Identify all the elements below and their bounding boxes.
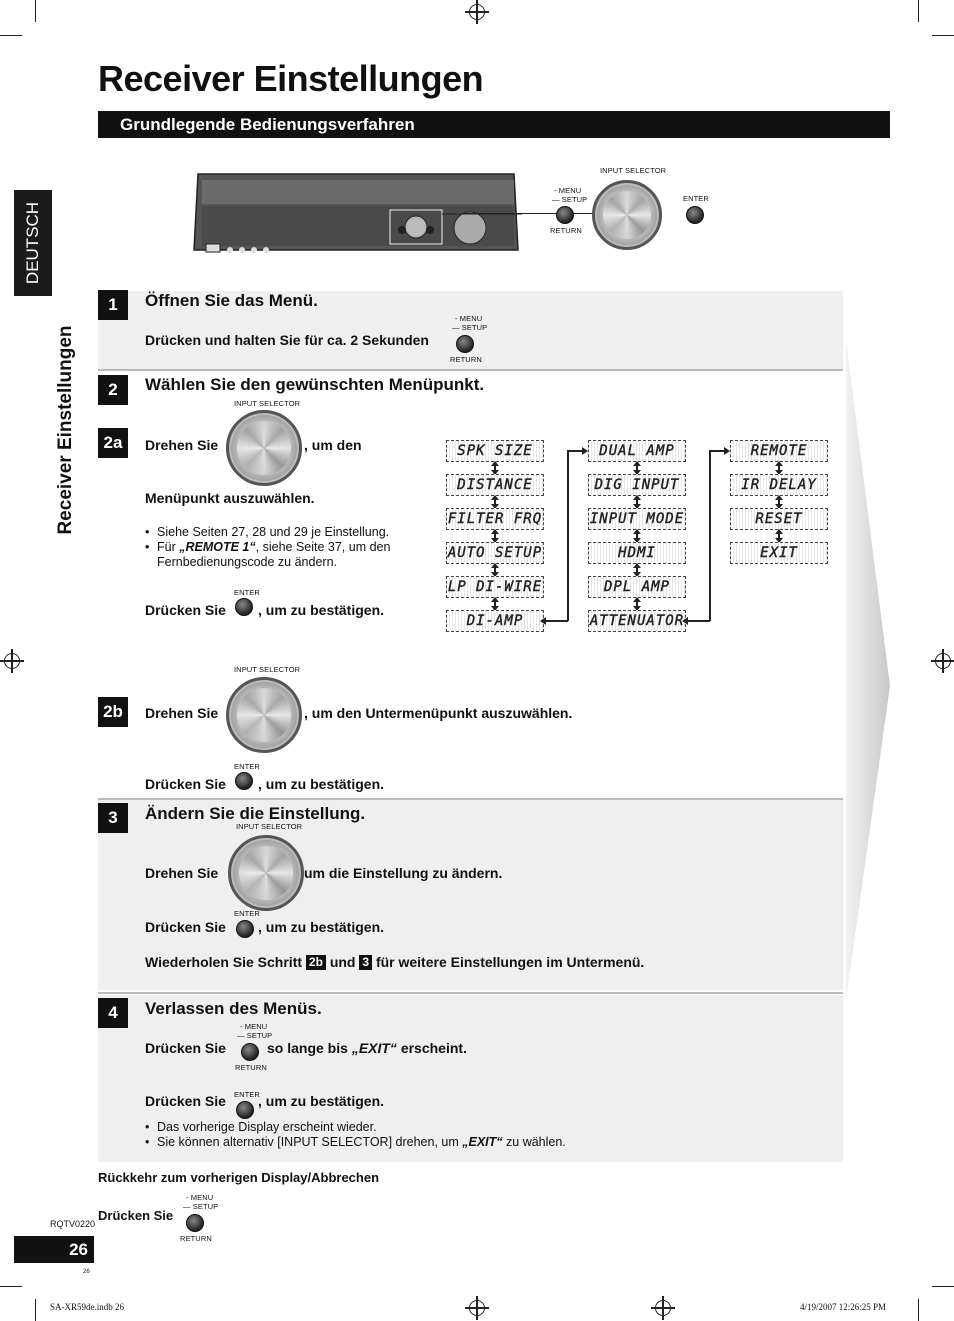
side-title: Receiver Einstellungen bbox=[55, 325, 76, 535]
bullet-dot: • bbox=[145, 540, 150, 554]
step2a-bullet2-line2: Fernbedienungscode zu ändern. bbox=[157, 555, 337, 569]
step-badge-2b: 2b bbox=[306, 955, 326, 970]
arrow-icon bbox=[724, 447, 730, 455]
step2a-number: 2a bbox=[98, 428, 128, 458]
input-selector-label: INPUT SELECTOR bbox=[236, 822, 303, 831]
step1-number: 1 bbox=[98, 290, 128, 320]
enter-button[interactable] bbox=[235, 772, 253, 790]
menu-display-item: INPUT MODE bbox=[588, 508, 686, 530]
step4-press1-mid: so lange bis bbox=[267, 1040, 352, 1056]
return-label: RETURN bbox=[450, 355, 482, 364]
step4-bullet1: Das vorherige Display erscheint wieder. bbox=[157, 1120, 377, 1134]
step4-bullet2-pre: Sie können alternativ [INPUT SELECTOR] drehen, um bbox=[157, 1135, 463, 1149]
step2b-press: Drücken Sie bbox=[145, 776, 226, 792]
enter-button[interactable] bbox=[236, 1101, 254, 1119]
divider bbox=[98, 369, 843, 371]
enter-label: ENTER bbox=[683, 194, 709, 203]
connector-line bbox=[567, 450, 583, 452]
callout-line bbox=[462, 213, 594, 214]
step4-bullet2 bbox=[157, 1135, 566, 1149]
enter-button[interactable] bbox=[235, 598, 253, 616]
menu-display-item: IR DELAY bbox=[730, 474, 828, 496]
enter-label: ENTER bbox=[234, 588, 260, 597]
registration-mark-icon bbox=[4, 653, 20, 669]
step4-press1: Drücken Sie bbox=[145, 1040, 226, 1056]
crop-mark bbox=[35, 0, 36, 22]
menu-setup-button[interactable] bbox=[556, 206, 574, 224]
step2a-turn-line2: Menüpunkt auszuwählen. bbox=[145, 490, 315, 506]
menu-display-item: DI-AMP bbox=[446, 610, 544, 632]
step4-bullet2-post: zu wählen. bbox=[502, 1135, 566, 1149]
registration-mark-icon bbox=[935, 653, 951, 669]
step2b-turn-suffix: , um den Untermenüpunkt auszuwählen. bbox=[304, 705, 573, 721]
step-badge-3: 3 bbox=[359, 955, 372, 970]
arrow-icon bbox=[494, 530, 496, 542]
menu-display-item: DIG INPUT bbox=[588, 474, 686, 496]
arrow-icon bbox=[636, 598, 638, 610]
connector-line bbox=[709, 450, 711, 621]
divider bbox=[98, 992, 843, 994]
crop-mark bbox=[0, 1286, 22, 1287]
menu-display-item: HDMI bbox=[588, 542, 686, 564]
enter-button[interactable] bbox=[236, 920, 254, 938]
input-selector-knob[interactable] bbox=[226, 677, 302, 753]
step3-repeat-post: für weitere Einstellungen im Untermenü. bbox=[375, 954, 645, 970]
crop-mark bbox=[932, 35, 954, 36]
step4-number: 4 bbox=[98, 998, 128, 1028]
menu-display-item: EXIT bbox=[730, 542, 828, 564]
step4-press2-suffix: , um zu bestätigen. bbox=[258, 1093, 385, 1109]
step4-press1-rest bbox=[267, 1040, 467, 1056]
input-selector-label: INPUT SELECTOR bbox=[600, 166, 667, 175]
return-label: RETURN bbox=[180, 1234, 212, 1243]
arrow-icon bbox=[540, 617, 546, 625]
enter-label: ENTER bbox=[234, 909, 260, 918]
page-turn-graphic bbox=[846, 340, 892, 1000]
return-label: RETURN bbox=[235, 1063, 267, 1072]
menu-label: - MENU bbox=[186, 1193, 214, 1202]
step3-turn-suffix: um die Einstellung zu ändern. bbox=[304, 865, 503, 881]
step2b-press-suffix: , um zu bestätigen. bbox=[258, 776, 385, 792]
footer-right: 4/19/2007 12:26:25 PM bbox=[800, 1302, 887, 1312]
section-bar bbox=[98, 111, 890, 138]
language-tab-label: DEUTSCH bbox=[23, 201, 42, 285]
input-selector-label: INPUT SELECTOR bbox=[234, 665, 301, 674]
arrow-icon bbox=[636, 462, 638, 474]
arrow-icon bbox=[582, 447, 588, 455]
step2a-bullet1: Siehe Seiten 27, 28 und 29 je Einstellung. bbox=[157, 525, 390, 539]
input-selector-label: INPUT SELECTOR bbox=[234, 399, 301, 408]
arrow-icon bbox=[636, 564, 638, 576]
arrow-icon bbox=[778, 530, 780, 542]
step1-text: Drücken und halten Sie für ca. 2 Sekunden bbox=[145, 332, 429, 348]
step1-heading: Öffnen Sie das Menü. bbox=[145, 291, 318, 310]
arrow-icon bbox=[636, 496, 638, 508]
step2a-bullet2-pre: Für bbox=[157, 540, 180, 554]
step2-number: 2 bbox=[98, 375, 128, 405]
step2a-turn: Drehen Sie bbox=[145, 437, 219, 453]
step4-heading: Verlassen des Menüs. bbox=[145, 999, 322, 1018]
connector-line bbox=[567, 450, 569, 621]
menu-display-item: ATTENUATOR bbox=[588, 610, 686, 632]
crop-mark bbox=[932, 1286, 954, 1287]
step2a-bullet2-em: „REMOTE 1“ bbox=[179, 540, 256, 554]
page-title: Receiver Einstellungen bbox=[98, 58, 484, 99]
arrow-icon bbox=[494, 564, 496, 576]
return-label: RETURN bbox=[550, 226, 582, 235]
section-bar-label: Grundlegende Bedienungsverfahren bbox=[120, 115, 415, 134]
step3-repeat-mid: und bbox=[329, 954, 356, 970]
arrow-icon bbox=[494, 462, 496, 474]
connector-line bbox=[686, 620, 710, 622]
step2-heading: Wählen Sie den gewünschten Menüpunkt. bbox=[145, 375, 485, 394]
arrow-icon bbox=[636, 530, 638, 542]
back-press: Drücken Sie bbox=[98, 1208, 174, 1223]
step3-heading: Ändern Sie die Einstellung. bbox=[145, 804, 366, 823]
step3-press-suffix: , um zu bestätigen. bbox=[258, 919, 385, 935]
step4-press1-em: „EXIT“ bbox=[351, 1040, 397, 1056]
crop-mark bbox=[918, 0, 919, 22]
page-number: 26 bbox=[69, 1240, 88, 1259]
step4-bullet2-em: „EXIT“ bbox=[462, 1135, 503, 1149]
arrow-icon bbox=[778, 462, 780, 474]
setup-label: — SETUP bbox=[552, 195, 588, 204]
enter-label: ENTER bbox=[234, 1090, 260, 1099]
back-heading: Rückkehr zum vorherigen Display/Abbrechen bbox=[98, 1170, 380, 1185]
registration-mark-icon bbox=[655, 1300, 671, 1316]
step4-press2: Drücken Sie bbox=[145, 1093, 226, 1109]
footer-left: SA-XR59de.indb 26 bbox=[50, 1302, 124, 1312]
menu-display-item: LP DI-WIRE bbox=[446, 576, 544, 598]
registration-mark-icon bbox=[469, 4, 485, 20]
step2a-press: Drücken Sie bbox=[145, 602, 226, 618]
setup-label: — SETUP bbox=[183, 1202, 219, 1211]
step3-press: Drücken Sie bbox=[145, 919, 226, 935]
menu-display-item: DUAL AMP bbox=[588, 440, 686, 462]
menu-display-item: FILTER FRQ bbox=[446, 508, 544, 530]
step2b-turn: Drehen Sie bbox=[145, 705, 219, 721]
menu-label: - MENU bbox=[455, 314, 483, 323]
menu-display-item: RESET bbox=[730, 508, 828, 530]
menu-setup-button[interactable] bbox=[186, 1214, 204, 1232]
step2a-turn-suffix: , um den bbox=[304, 437, 362, 453]
step4-press1-post: erscheint. bbox=[396, 1040, 467, 1056]
input-selector-knob[interactable] bbox=[592, 180, 662, 250]
arrow-icon bbox=[494, 598, 496, 610]
registration-mark-icon bbox=[469, 1300, 485, 1316]
bullet-dot: • bbox=[145, 525, 150, 539]
menu-display-item: REMOTE bbox=[730, 440, 828, 462]
bullet-dot: • bbox=[145, 1135, 150, 1149]
crop-mark bbox=[0, 35, 22, 36]
input-selector-knob[interactable] bbox=[228, 835, 304, 911]
step3-turn: Drehen Sie bbox=[145, 865, 219, 881]
bullet-dot: • bbox=[145, 1120, 150, 1134]
language-tab bbox=[14, 190, 52, 296]
connector-line bbox=[709, 450, 725, 452]
setup-label: — SETUP bbox=[237, 1031, 273, 1040]
step3-repeat bbox=[145, 954, 644, 970]
step2b-number: 2b bbox=[98, 697, 128, 727]
menu-display-item: AUTO SETUP bbox=[446, 542, 544, 564]
menu-display-item: DISTANCE bbox=[446, 474, 544, 496]
crop-mark bbox=[35, 1299, 36, 1321]
step3-repeat-pre: Wiederholen Sie Schritt bbox=[145, 954, 303, 970]
doc-code: RQTV0220 bbox=[50, 1219, 96, 1229]
menu-setup-button[interactable] bbox=[241, 1043, 259, 1061]
arrow-icon bbox=[682, 617, 688, 625]
step2a-press-suffix: , um zu bestätigen. bbox=[258, 602, 385, 618]
enter-label: ENTER bbox=[234, 762, 260, 771]
page-number-box bbox=[14, 1236, 94, 1263]
input-selector-knob[interactable] bbox=[226, 410, 302, 486]
step2a-bullet2-post: , siehe Seite 37, um den bbox=[255, 540, 391, 554]
step3-number: 3 bbox=[98, 803, 128, 833]
tiny-page-number: 26 bbox=[83, 1269, 90, 1275]
connector-line bbox=[544, 620, 568, 622]
menu-label: - MENU bbox=[554, 186, 582, 195]
arrow-icon bbox=[494, 496, 496, 508]
menu-display-item: DPL AMP bbox=[588, 576, 686, 598]
crop-mark bbox=[918, 1299, 919, 1321]
menu-label: - MENU bbox=[240, 1022, 268, 1031]
step2a-bullet2 bbox=[157, 540, 390, 554]
setup-label: — SETUP bbox=[452, 323, 488, 332]
menu-setup-button[interactable] bbox=[456, 335, 474, 353]
menu-display-item: SPK SIZE bbox=[446, 440, 544, 462]
enter-button[interactable] bbox=[686, 206, 704, 224]
arrow-icon bbox=[778, 496, 780, 508]
